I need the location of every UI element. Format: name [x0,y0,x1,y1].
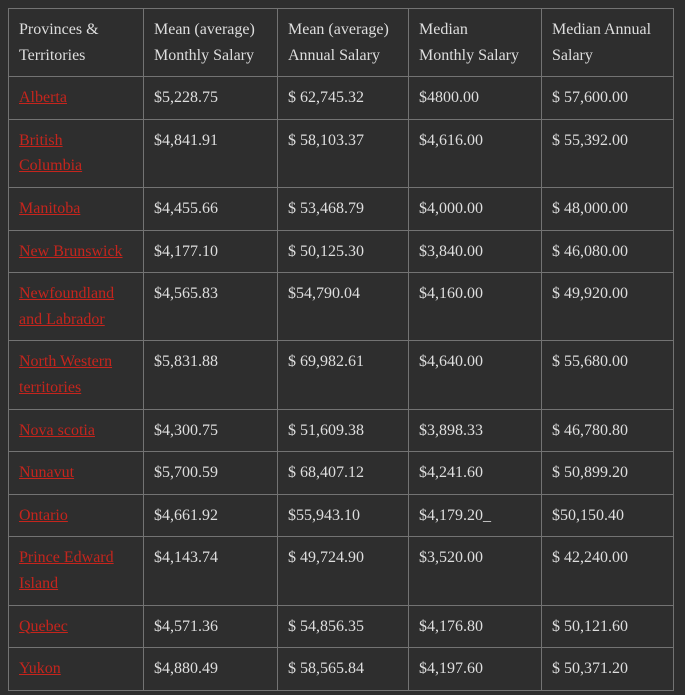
province-link-nunavut[interactable]: Nunavut [19,464,75,482]
province-cell [9,119,144,187]
table-row [9,452,674,495]
province-link-quebec[interactable]: Quebec [19,617,68,635]
province-cell [9,452,144,495]
table-row [9,341,674,409]
median-monthly-value: $4,179.20_ [409,494,542,537]
median-monthly-value: $4,640.00 [409,341,542,409]
mean-annual-value: $ 62,745.32 [278,77,409,120]
table-row [9,409,674,452]
mean-annual-value: $ 51,609.38 [278,409,409,452]
median-monthly-value: $4,160.00 [409,273,542,341]
province-link-new-brunswick[interactable]: New Brunswick [19,242,123,260]
mean-monthly-value: $4,455.66 [144,187,278,230]
mean-monthly-value: $4,661.92 [144,494,278,537]
median-annual-value: $ 50,121.60 [542,605,674,648]
mean-annual-value: $ 49,724.90 [278,537,409,605]
header-median-annual-salary: Median Annual Salary [542,9,674,77]
median-annual-value: $ 50,899.20 [542,452,674,495]
province-cell [9,537,144,605]
province-cell [9,77,144,120]
mean-annual-value: $54,790.04 [278,273,409,341]
province-cell [9,648,144,691]
province-cell [9,409,144,452]
median-monthly-value: $4,197.60 [409,648,542,691]
mean-monthly-value: $5,228.75 [144,77,278,120]
mean-monthly-value: $4,300.75 [144,409,278,452]
mean-annual-value: $ 50,125.30 [278,230,409,273]
province-cell [9,341,144,409]
mean-annual-value: $ 68,407.12 [278,452,409,495]
header-median-monthly-salary: Median Monthly Salary [409,9,542,77]
province-link-north-western-territories[interactable]: North Western territories [19,353,113,396]
median-annual-value: $50,150.40 [542,494,674,537]
table-row [9,273,674,341]
salary-table [8,8,674,691]
mean-annual-value: $ 58,565.84 [278,648,409,691]
province-link-nova-scotia[interactable]: Nova scotia [19,421,95,439]
median-annual-value: $ 48,000.00 [542,187,674,230]
median-annual-value: $ 46,080.00 [542,230,674,273]
median-monthly-value: $4,176.80 [409,605,542,648]
median-monthly-value: $4,000.00 [409,187,542,230]
province-link-manitoba[interactable]: Manitoba [19,199,81,217]
median-monthly-value: $4,616.00 [409,119,542,187]
median-annual-value: $ 42,240.00 [542,537,674,605]
mean-monthly-value: $4,841.91 [144,119,278,187]
median-monthly-value: $3,840.00 [409,230,542,273]
province-link-ontario[interactable]: Ontario [19,506,68,524]
mean-annual-value: $ 54,856.35 [278,605,409,648]
mean-annual-value: $55,943.10 [278,494,409,537]
table-row [9,648,674,691]
province-link-alberta[interactable]: Alberta [19,89,67,107]
mean-monthly-value: $4,880.49 [144,648,278,691]
mean-annual-value: $ 58,103.37 [278,119,409,187]
province-cell [9,230,144,273]
table-row [9,230,674,273]
median-annual-value: $ 50,371.20 [542,648,674,691]
median-annual-value: $ 55,680.00 [542,341,674,409]
province-link-yukon[interactable]: Yukon [19,660,61,678]
median-monthly-value: $4800.00 [409,77,542,120]
median-monthly-value: $3,898.33 [409,409,542,452]
mean-monthly-value: $4,571.36 [144,605,278,648]
median-annual-value: $ 57,600.00 [542,77,674,120]
median-monthly-value: $3,520.00 [409,537,542,605]
table-row [9,537,674,605]
province-cell [9,494,144,537]
province-link-british-columbia[interactable]: British Columbia [19,131,83,175]
mean-monthly-value: $4,565.83 [144,273,278,341]
header-row [9,9,674,77]
mean-monthly-value: $5,831.88 [144,341,278,409]
table-row [9,494,674,537]
mean-monthly-value: $4,177.10 [144,230,278,273]
mean-monthly-value: $4,143.74 [144,537,278,605]
mean-annual-value: $ 69,982.61 [278,341,409,409]
mean-annual-value: $ 53,468.79 [278,187,409,230]
median-annual-value: $ 46,780.80 [542,409,674,452]
header-mean-annual-salary: Mean (average) Annual Salary [278,9,409,77]
header-provinces-territories: Provinces & Territories [9,9,144,77]
province-cell [9,187,144,230]
province-cell [9,605,144,648]
table-row [9,187,674,230]
header-mean-monthly-salary: Mean (average) Monthly Salary [144,9,278,77]
province-link-newfoundland-and-labrador[interactable]: Newfoundland and Labrador [19,285,115,328]
table-row [9,77,674,120]
province-cell [9,273,144,341]
mean-monthly-value: $5,700.59 [144,452,278,495]
table-row [9,119,674,187]
median-annual-value: $ 55,392.00 [542,119,674,187]
median-annual-value: $ 49,920.00 [542,273,674,341]
province-link-prince-edward-island[interactable]: Prince Edward Island [19,549,114,592]
table-row [9,605,674,648]
median-monthly-value: $4,241.60 [409,452,542,495]
